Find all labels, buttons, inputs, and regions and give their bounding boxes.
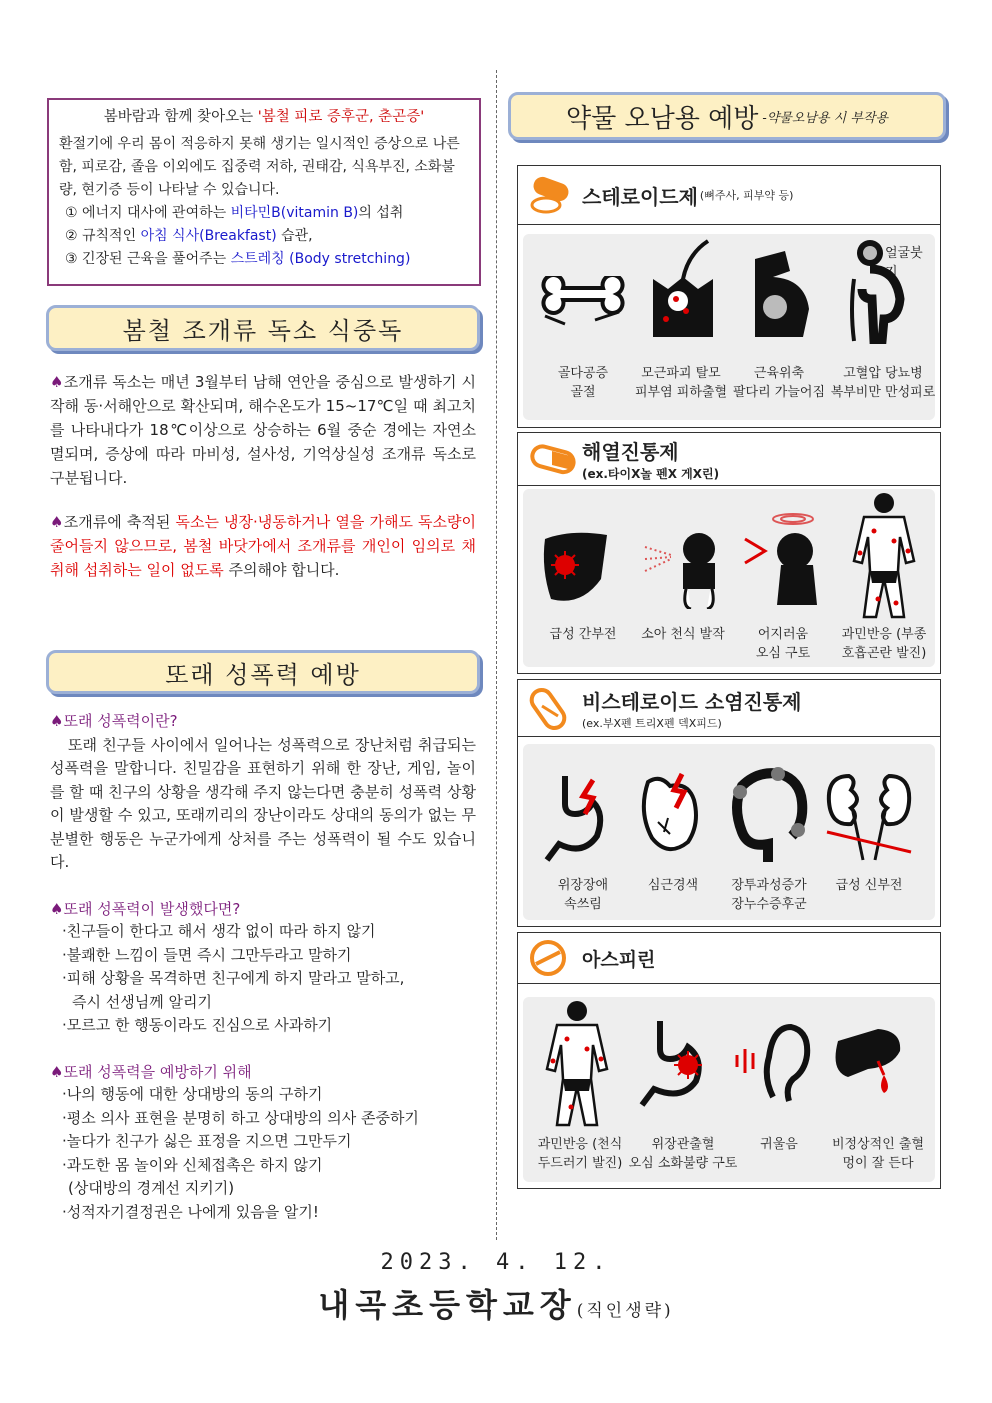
heading-text: 또래 성폭력을 예방하기 위해 — [63, 1063, 252, 1081]
tip-text: 의 섭취 — [358, 205, 404, 221]
prevention-list — [62, 1083, 482, 1224]
bleeding-icon — [828, 1027, 908, 1107]
panel-illustrations — [523, 234, 935, 420]
section-heading-2 — [50, 897, 476, 921]
list-item: ·친구들이 한다고 해서 생각 없이 따라 하지 않기 — [62, 922, 376, 940]
caption-allergy: 과민반응 (부종 호흡곤란 발진) — [841, 627, 927, 661]
panel-illustrations — [523, 489, 935, 667]
pill-icon — [528, 171, 576, 219]
caption-liver-failure: 급성 간부전 — [549, 627, 617, 642]
caption-osteoporosis: 골다공증 골절 — [557, 366, 609, 400]
response-list — [62, 920, 482, 1038]
spring-tip-3 — [59, 248, 469, 271]
list-item: ·평소 의사 표현을 분명히 하고 상대방의 의사 존중하기 — [62, 1108, 419, 1127]
caption-hypertension: 고혈압 당뇨병 복부비만 만성피로 — [830, 366, 936, 400]
nsaid-panel — [517, 679, 941, 927]
heading-text: 또래 성폭력이 발생했다면? — [63, 900, 241, 918]
shellfish-paragraph-2 — [50, 510, 476, 582]
panel-illustrations — [523, 744, 935, 920]
caption-muscle-atrophy: 근육위축 팔다리 가늘어짐 — [732, 366, 826, 400]
intestine-icon — [728, 766, 808, 866]
caption-stomach: 위장장애 속쓰림 — [557, 878, 609, 912]
heart-icon — [638, 772, 704, 862]
list-item: (상대방의 경계선 지키기) — [68, 1179, 235, 1197]
caption-hair-loss: 모근파괴 탈모 피부염 피하출혈 — [634, 366, 728, 400]
shellfish-text-1: 조개류 독소는 매년 3월부터 남해 연안을 중심으로 발생하기 시작해 동·서해안으로 확산되며, 해수온도가 15~17℃일 때 최고치를 나타내다가 18℃이상으로 상승하는 6월 중순 경에는 자연소멸되며, 증상에 따라 마비성, 설사성, 기억상실성 조개류 독소로 구분됩니다. — [50, 373, 476, 487]
spade-icon: ♠ — [50, 373, 64, 391]
panel-subtitle: (ex.타이X놀 펜X 게X린) — [582, 467, 720, 481]
panel-title: 해열진통제 — [582, 440, 679, 464]
shellfish-text-2-post: 주의해야 합니다. — [223, 561, 340, 579]
shellfish-paragraph-1 — [50, 370, 476, 490]
aspirin-panel — [517, 932, 941, 1189]
panel-title: 스테로이드제 — [582, 184, 698, 209]
list-item: ·성적자기결정권은 나에게 있음을 알기! — [62, 1202, 319, 1221]
column-divider — [496, 70, 497, 1240]
tip-highlight: 스트레칭 (Body stretching) — [230, 251, 411, 267]
heading-text: 또래 성폭력이란? — [63, 712, 178, 730]
spade-icon: ♠ — [50, 1063, 64, 1081]
antipyretic-panel — [517, 432, 941, 674]
definition-text: 또래 친구들 사이에서 일어나는 성폭력으로 장난처럼 취급되는 성폭력을 말합니다. 친밀감을 표현하기 위해 한 장난, 게임, 놀이를 할 때 친구의 상황을 생각해 주지 않는다면 충분히 성폭력 상황이 발생할 수 있고, 또래끼리의 장난이라도 상대의 동의가 없는 무분별한 행동은 누군가에게 상처를 주는 성폭력이 될 수도 있습니다. — [50, 735, 476, 871]
liver-icon — [541, 529, 611, 609]
arm-muscle-icon — [745, 249, 815, 339]
spring-fatigue-body: 환절기에 우리 몸이 적응하지 못해 생기는 일시적인 증상으로 나른함, 피로감, 졸음 이외에도 집중력 저하, 권태감, 식욕부진, 소화불량, 현기증 등이 나타날 수 있습니다. — [59, 136, 460, 198]
shellfish-text-2-pre: 조개류에 축적된 — [63, 513, 176, 531]
list-item: ·나의 행동에 대한 상대방의 동의 구하기 — [62, 1085, 323, 1103]
panel-illustrations — [523, 997, 935, 1182]
caption-asthma: 소아 천식 발작 — [641, 627, 725, 642]
gi-bleeding-icon — [638, 1019, 718, 1109]
issue-date: 2023. 4. 12. — [380, 1250, 612, 1275]
list-item: ·불쾌한 느낌이 들면 즉시 그만두라고 말하기 — [62, 945, 352, 964]
shellfish-text-2-warning: 독소는 냉장·냉동하거나 열을 가해도 독소량이 줄어들지 않으므로, 봄철 바닷가에서 조개류를 개인이 임의로 채취해 섭취하는 일이 없도록 — [50, 513, 477, 579]
capsule-icon — [528, 435, 576, 483]
tip-text: ① 에너지 대사에 관여하는 — [65, 205, 231, 221]
steroid-panel — [517, 165, 941, 428]
hair-follicle-icon — [648, 239, 718, 339]
ear-icon — [733, 1017, 813, 1107]
tip-text: 습관, — [276, 228, 313, 244]
shellfish-banner: 봄철 조개류 독소 식중독 — [46, 305, 480, 351]
panel-title: 아스피린 — [582, 948, 656, 971]
caption-abnormal-bleeding: 비정상적인 출혈 멍이 잘 든다 — [831, 1137, 925, 1171]
tip-highlight: 비타민B(vitamin B) — [230, 205, 359, 221]
spring-title-prefix: 봄바람과 함께 찾아오는 — [103, 109, 258, 125]
caption-leaky-gut: 장투과성증가 장누수증후군 — [731, 878, 807, 912]
section-heading-3 — [50, 1060, 476, 1084]
panel-subtitle: (ex.부X펜 트리X펜 덱X피드) — [582, 716, 722, 730]
bone-icon — [535, 276, 631, 336]
spade-icon: ♠ — [50, 900, 64, 918]
list-item: 즉시 선생님께 알리기 — [72, 992, 212, 1011]
drug-banner-title: 약물 오남용 예방 — [565, 103, 759, 134]
peer-violence-banner: 또래 성폭력 예방 — [46, 650, 480, 694]
stomach-icon — [543, 774, 613, 864]
tip-text: ② 규칙적인 — [65, 228, 141, 244]
spring-fatigue-box — [47, 98, 481, 286]
panel-subtitle: (뼈주사, 피부약 등) — [699, 189, 794, 202]
section-heading-1 — [50, 710, 476, 734]
allergy-body-icon — [541, 999, 613, 1129]
caption-dizziness: 어지러움 오심 구토 — [755, 627, 811, 661]
list-item: ·과도한 몸 놀이와 신체접촉은 하지 않기 — [62, 1155, 323, 1174]
spring-tip-2 — [59, 225, 469, 248]
panel-header — [518, 680, 940, 737]
kidney-icon — [823, 772, 915, 862]
spade-icon: ♠ — [50, 712, 64, 730]
school-principal: 내곡초등학교장 — [318, 1286, 577, 1324]
obese-person-icon — [848, 239, 918, 344]
dizziness-icon — [741, 509, 821, 609]
caption-tinnitus: 귀울음 — [760, 1137, 798, 1152]
principal-signature — [0, 1280, 992, 1326]
tip-highlight: 아침 식사(Breakfast) — [140, 228, 277, 244]
spring-fatigue-title — [59, 106, 469, 129]
list-item: ·피해 상황을 목격하면 친구에게 하지 말라고 말하고, — [62, 969, 405, 987]
list-item: ·놀다가 친구가 싫은 표정을 지으면 그만두기 — [62, 1132, 352, 1150]
tablet-icon — [528, 934, 576, 982]
asthma-icon — [641, 529, 721, 609]
peer-violence-definition — [50, 710, 476, 875]
caption-myocardial: 심근경색 — [647, 878, 699, 893]
spade-icon: ♠ — [50, 513, 64, 531]
tip-text: ③ 긴장된 근육을 풀어주는 — [65, 251, 231, 267]
spring-tip-1 — [59, 202, 469, 225]
face-swelling-label: 얼굴붓기 — [885, 246, 923, 280]
spring-title-highlight: '봄철 피로 증후군, 춘곤증' — [257, 109, 425, 125]
caption-gi-bleeding: 위장관출혈 오심 소화불량 구토 — [628, 1137, 738, 1171]
panel-header — [518, 933, 940, 984]
list-item: ·모르고 한 행동이라도 진심으로 사과하기 — [62, 1016, 333, 1034]
drug-misuse-banner — [508, 92, 946, 140]
caption-renal-failure: 급성 신부전 — [835, 878, 903, 893]
capsule-outline-icon — [528, 684, 576, 732]
seal-omitted: (직인생략) — [576, 1301, 674, 1321]
panel-title: 비스테로이드 소염진통제 — [582, 689, 802, 714]
panel-header — [518, 433, 940, 486]
drug-banner-subtitle: -약물오남용 시 부작용 — [762, 110, 889, 126]
caption-allergy: 과민반응 (천식 두드러기 발진) — [537, 1137, 623, 1171]
allergy-body-icon — [848, 491, 920, 621]
panel-header — [518, 166, 940, 225]
